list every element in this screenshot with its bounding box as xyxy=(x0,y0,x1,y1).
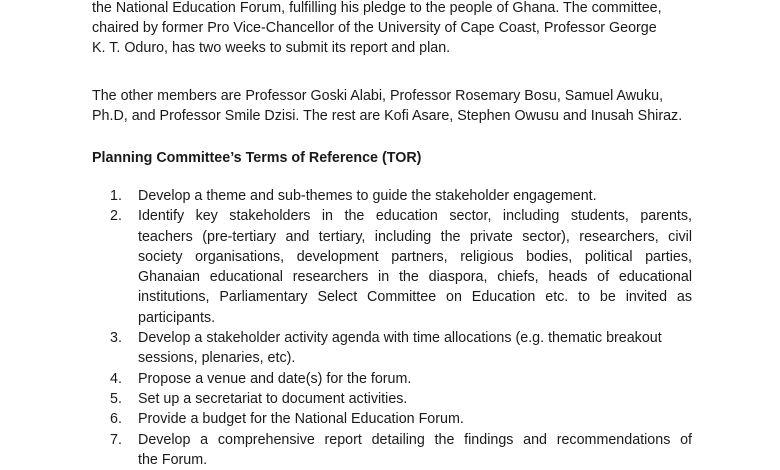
tor-item-line: participants. xyxy=(138,309,216,326)
intro-paragraph xyxy=(92,0,692,58)
tor-item-number: 2. xyxy=(110,208,122,225)
tor-item-number: 5. xyxy=(110,390,122,407)
tor-item-line: Provide a budget for the National Education Forum. xyxy=(138,411,464,428)
tor-item-6 xyxy=(110,409,692,429)
tor-item-3 xyxy=(110,328,692,369)
tor-item-number: 3. xyxy=(110,330,122,347)
tor-item-text xyxy=(138,206,692,328)
tor-item-line: the Forum. xyxy=(138,451,208,468)
members-paragraph xyxy=(92,86,692,126)
tor-item-text xyxy=(138,430,692,470)
tor-item-line: Identify key stakeholders in the education sector, including students, parents, xyxy=(138,208,692,225)
tor-item-1 xyxy=(110,186,692,206)
tor-item-line: Ghanaian educational researchers in the diaspora, chiefs, heads of educational xyxy=(138,269,692,286)
tor-heading: Planning Committee’s Terms of Reference (TOR) xyxy=(92,150,422,166)
tor-item-number: 4. xyxy=(110,370,122,387)
tor-item-line: Develop a stakeholder activity agenda with time allocations (e.g. thematic breakout xyxy=(138,330,662,347)
tor-item-4 xyxy=(110,369,692,389)
tor-item-line: Develop a theme and sub-themes to guide the stakeholder engagement. xyxy=(138,188,597,204)
tor-item-text xyxy=(138,186,692,206)
tor-item-line: sessions, plenaries, etc). xyxy=(138,350,296,367)
tor-item-number: 1. xyxy=(110,188,122,204)
members-line: Ph.D, and Professor Smile Dzisi. The rest are Kofi Asare, Stephen Owusu and Inusah Shiraz. xyxy=(92,108,683,124)
members-line: The other members are Professor Goski Alabi, Professor Rosemary Bosu, Samuel Awuku, xyxy=(92,88,664,104)
tor-item-line: Propose a venue and date(s) for the forum. xyxy=(138,370,412,387)
intro-line: K. T. Oduro, has two weeks to submit its report and plan. xyxy=(92,40,451,56)
tor-item-text xyxy=(138,389,692,409)
tor-list xyxy=(110,186,692,470)
tor-item-text xyxy=(138,328,692,369)
tor-item-text xyxy=(138,409,692,429)
tor-item-5 xyxy=(110,389,692,409)
tor-item-number: 6. xyxy=(110,411,122,428)
tor-item-7 xyxy=(110,430,692,470)
tor-item-line: Develop a comprehensive report detailing the findings and recommendations of xyxy=(138,431,692,448)
intro-line: the National Education Forum, fulfilling his pledge to the people of Ghana. The committee, xyxy=(92,0,662,16)
tor-item-line: institutions, Parliamentary Select Committee on Education etc. to be invited as xyxy=(138,289,692,306)
tor-item-line: teachers (pre-tertiary and tertiary, including the private sector), researchers, civil xyxy=(138,228,692,245)
tor-item-line: society organisations, development partners, religious bodies, political parties, xyxy=(138,248,692,265)
tor-item-line: Set up a secretariat to document activities. xyxy=(138,390,408,407)
tor-item-2 xyxy=(110,206,692,328)
intro-line: chaired by former Pro Vice-Chancellor of the University of Cape Coast, Professor George xyxy=(92,20,657,36)
tor-item-number: 7. xyxy=(110,431,122,448)
tor-item-text xyxy=(138,369,692,389)
